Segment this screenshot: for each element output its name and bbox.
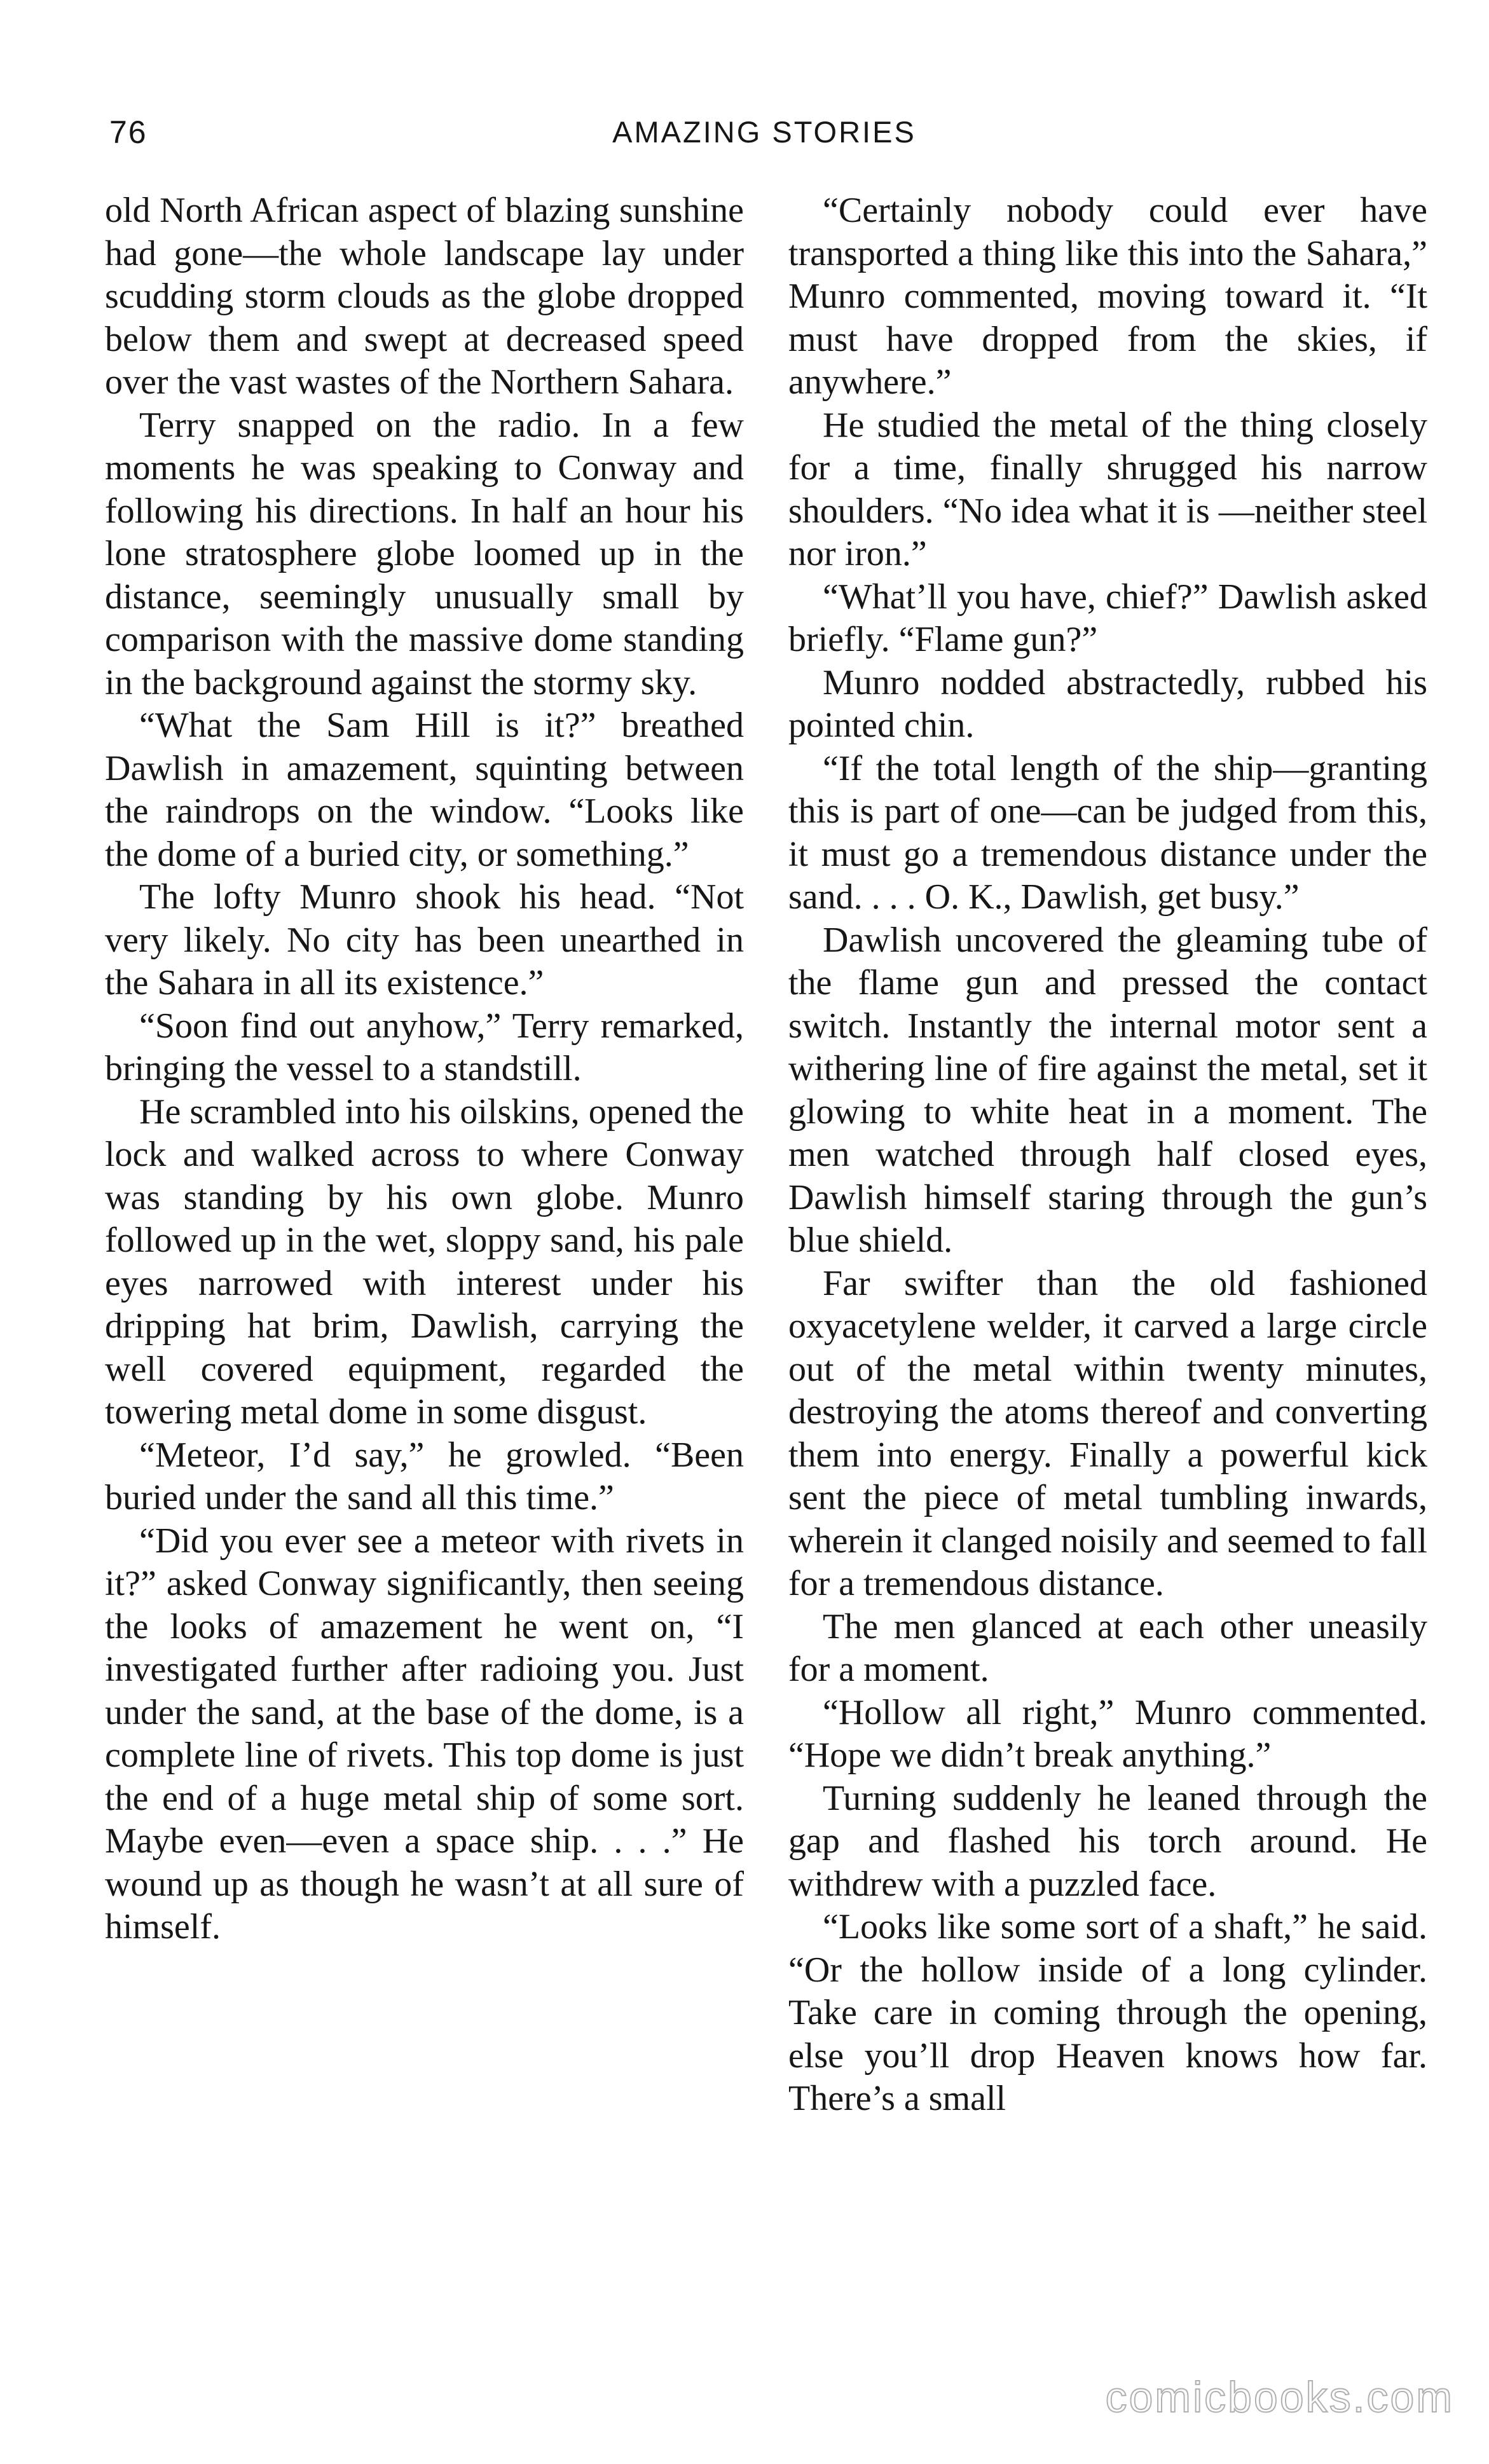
running-title: AMAZING STORIES: [612, 115, 916, 149]
paragraph: “Soon find out anyhow,” Terry remarked, bringing the vessel to a standstill.: [105, 1006, 744, 1088]
paragraph: old North African aspect of blazing sunshine had gone—the whole landscape lay under scudding storm clouds as the globe dropped below them and swept at decreased speed over the vast wastes of the Northern Sahara.: [105, 191, 744, 402]
watermark: comicbooks.com: [1105, 2373, 1454, 2421]
paragraph: “What’ll you have, chief?” Dawlish asked briefly. “Flame gun?”: [788, 577, 1427, 659]
paragraph: The men glanced at each other uneasily for a moment.: [788, 1606, 1427, 1689]
paragraph: “Certainly nobody could ever have transported a thing like this into the Sahara,” Munro commented, moving toward it. “It must have dropped from the skies, if anywhere.”: [788, 191, 1427, 402]
paragraph: Terry snapped on the radio. In a few moments he was speaking to Conway and following his directions. In half an hour his lone stratosphere globe loomed up in the distance, seemingly unusually small by comparison with the massive dome standing in the background against the stormy sky.: [105, 405, 744, 702]
paragraph: Dawlish uncovered the gleaming tube of the flame gun and pressed the contact switch. Instantly the internal motor sent a withering line of fire against the metal, set it glowing to white heat in a moment. The men watched through half closed eyes, Dawlish himself staring through the gun’s blue shield.: [788, 920, 1427, 1260]
page-header: [109, 107, 1419, 158]
paragraph: Munro nodded abstractedly, rubbed his pointed chin.: [788, 662, 1427, 745]
paragraph: Turning suddenly he leaned through the gap and flashed his torch around. He withdrew with a puzzled face.: [788, 1778, 1427, 1904]
paragraph: He studied the metal of the thing closely for a time, finally shrugged his narrow shoulders. “No idea what it is —neither steel nor iron.”: [788, 405, 1427, 573]
paragraph: “Looks like some sort of a shaft,” he said. “Or the hollow inside of a long cylinder. Take care in coming through the opening, else you’ll drop Heaven knows how far. There’s a small: [788, 1907, 1427, 2118]
paragraph: “Hollow all right,” Munro commented. “Hope we didn’t break anything.”: [788, 1692, 1427, 1775]
paragraph: “What the Sam Hill is it?” breathed Dawlish in amazement, squinting between the raindrops on the window. “Looks like the dome of a buried city, or something.”: [105, 706, 744, 874]
paragraph: “If the total length of the ship—granting this is part of one—can be judged from this, it must go a tremendous distance under the sand. . . . O. K., Dawlish, get busy.”: [788, 748, 1427, 917]
paragraph: The lofty Munro shook his head. “Not very likely. No city has been unearthed in the Sahara in all its existence.”: [105, 877, 744, 1003]
paragraph: “Did you ever see a meteor with rivets in it?” asked Conway significantly, then seeing the looks of amazement he went on, “I investigated further after radioing you. Just under the sand, at the base of the dome, is a complete line of rivets. This top dome is just the end of a huge metal ship of some sort. Maybe even—even a space ship. . . .” He wound up as though he wasn’t at all sure of himself.: [105, 1521, 744, 1947]
right-column: [788, 189, 1427, 2300]
paragraph: “Meteor, I’d say,” he growled. “Been buried under the sand all this time.”: [105, 1435, 744, 1517]
paragraph: Far swifter than the old fashioned oxyacetylene welder, it carved a large circle out of the metal within twenty minutes, destroying the atoms thereof and converting them into energy. Finally a powerful kick sent the piece of metal tumbling inwards, wherein it clanged noisily and seemed to fall for a tremendous distance.: [788, 1263, 1427, 1603]
paragraph: He scrambled into his oilskins, opened the lock and walked across to where Conway was standing by his own globe. Munro followed up in the wet, sloppy sand, his pale eyes narrowed with interest under his dripping hat brim, Dawlish, carrying the well covered equipment, regarded the towering metal dome in some disgust.: [105, 1092, 744, 1432]
page-number: 76: [109, 114, 148, 150]
left-column: [105, 189, 744, 2300]
